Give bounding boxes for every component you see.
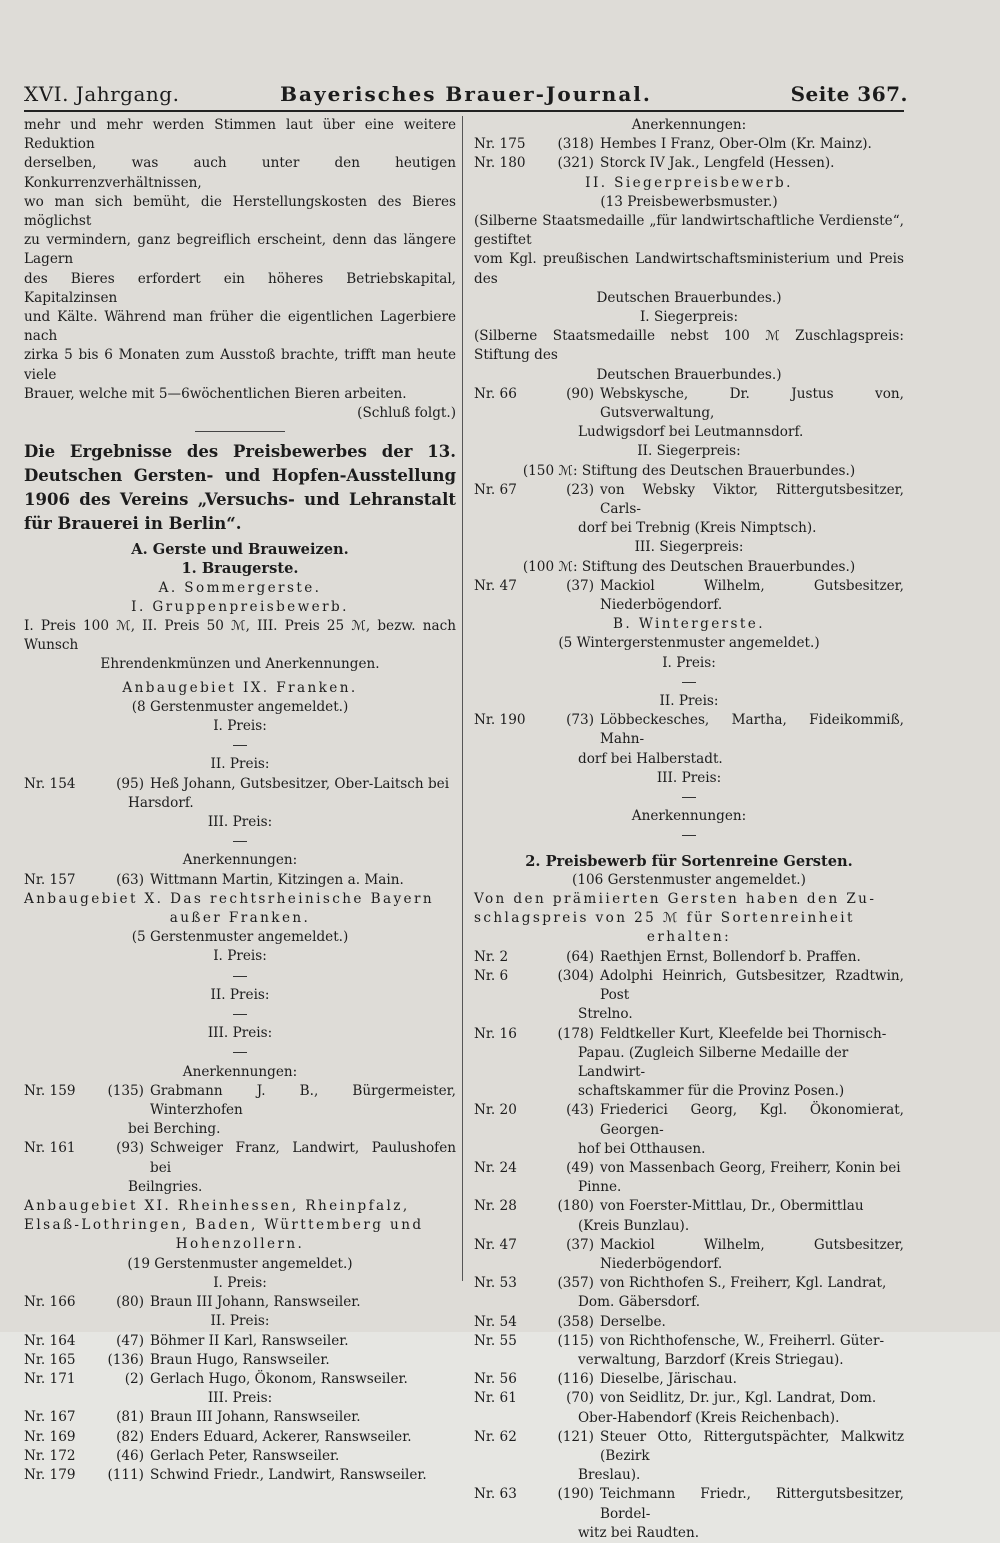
entry-text: von Massenbach Georg, Freiherr, Konin bei	[600, 1159, 901, 1176]
entry-number: Nr. 154	[24, 775, 76, 792]
entry-continuation: dorf bei Trebnig (Kreis Nimptsch).	[578, 520, 817, 537]
entry-code: (116)	[557, 1371, 594, 1388]
prize-label: I. Preis:	[213, 948, 267, 965]
section-rule	[195, 431, 285, 432]
entry-code: (80)	[116, 1294, 144, 1311]
entry-text: Derselbe.	[600, 1313, 666, 1330]
dash-rule	[24, 1043, 456, 1062]
entry-continuation: Ludwigsdorf bei Leutmannsdorf.	[578, 424, 804, 441]
entry-code: (73)	[566, 712, 594, 729]
intro-line: Von den prämiierten Gersten haben den Zu-	[474, 891, 877, 908]
entry-code: (93)	[116, 1140, 144, 1157]
entry-number: Nr. 62	[474, 1428, 517, 1445]
entry-number: Nr. 165	[24, 1351, 76, 1368]
entry-continuation: Beilngries.	[128, 1178, 203, 1195]
entry-text: von Richthofensche, W., Freiherrl. Güter-	[600, 1332, 885, 1349]
entry-text: Löbbeckesches, Martha, Fideikommiß, Mahn-	[600, 712, 904, 748]
left-column	[24, 116, 456, 1485]
category-heading: II. Siegerpreisbewerb.	[585, 174, 793, 191]
entry-code: (64)	[566, 948, 594, 965]
entry-number: Nr. 175	[474, 136, 526, 153]
list-item	[474, 481, 904, 519]
list-item	[474, 1274, 904, 1293]
section-heading: 2. Preisbewerb für Sortenreine Gersten.	[525, 852, 853, 870]
list-item	[474, 1389, 904, 1408]
entry-text: von Seidlitz, Dr. jur., Kgl. Landrat, Dom.	[600, 1390, 877, 1407]
list-item	[24, 1466, 456, 1485]
entry-number: Nr. 166	[24, 1294, 76, 1311]
prize-label: II. Preis:	[659, 693, 719, 710]
dash-rule	[24, 1005, 456, 1024]
entry-code: (49)	[566, 1159, 594, 1176]
continuation-note: (Schluß folgt.)	[357, 405, 456, 422]
list-item	[474, 577, 904, 615]
entry-number: Nr. 47	[474, 1236, 517, 1253]
entry-number: Nr. 179	[24, 1466, 76, 1483]
entry-code: (357)	[557, 1275, 594, 1292]
entry-code: (190)	[557, 1486, 594, 1503]
entry-number: Nr. 157	[24, 871, 76, 888]
entry-number: Nr. 66	[474, 385, 517, 402]
entry-number: Nr. 24	[474, 1159, 517, 1176]
recognition-label: Anerkennungen:	[631, 808, 747, 825]
entry-text: Storck IV Jak., Lengfeld (Hessen).	[600, 155, 835, 172]
entry-number: Nr. 16	[474, 1025, 517, 1042]
dash-rule	[24, 736, 456, 755]
category-subtitle: (13 Preisbewerbsmuster.)	[600, 193, 778, 210]
list-item	[474, 154, 904, 173]
region-subtitle: (5 Gerstenmuster angemeldet.)	[131, 929, 349, 946]
list-item	[474, 1370, 904, 1389]
list-item	[24, 1082, 456, 1120]
intro-line: zu vermindern, ganz begreiflich erscheint, denn das längere Lagern	[24, 232, 456, 268]
award-text: (Silberne Staatsmedaille „für landwirtschaftliche Verdienste“, gestiftet	[474, 213, 904, 249]
intro-line: erhalten:	[646, 929, 732, 946]
prize-label: II. Preis:	[210, 1313, 270, 1330]
entry-text: Böhmer II Karl, Ranswseiler.	[150, 1332, 349, 1349]
recognition-label: Anerkennungen:	[631, 117, 747, 133]
award-text: (150 ℳ: Stiftung des Deutschen Brauerbundes.)	[522, 462, 856, 479]
right-column	[474, 116, 904, 1543]
award-text: (Silberne Staatsmedaille nebst 100 ℳ Zuschlagspreis: Stiftung des	[474, 328, 904, 364]
entry-text: von Foerster-Mittlau, Dr., Obermittlau	[600, 1198, 864, 1215]
category-subtitle: (5 Wintergerstenmuster angemeldet.)	[558, 635, 820, 652]
region-heading: Hohenzollern.	[175, 1236, 305, 1253]
list-item	[24, 1293, 456, 1312]
prize-label: I. Preis:	[213, 718, 267, 735]
entry-continuation: Harsdorf.	[128, 794, 194, 811]
entry-number: Nr. 55	[474, 1332, 517, 1349]
page-header	[24, 82, 908, 112]
list-item	[24, 775, 456, 794]
list-item	[474, 385, 904, 423]
page-number: Seite 367.	[790, 82, 908, 106]
entry-text: Hembes I Franz, Ober-Olm (Kr. Mainz).	[600, 136, 872, 153]
prize-line: Ehrendenkmünzen und Anerkennungen.	[100, 656, 380, 673]
entry-continuation: witz bei Raudten.	[578, 1524, 700, 1541]
region-heading: Elsaß-Lothringen, Baden, Württemberg und	[24, 1217, 424, 1234]
intro-line: des Bieres erfordert ein höheres Betriebskapital, Kapitalzinsen	[24, 270, 456, 306]
list-item	[24, 1408, 456, 1427]
entry-code: (115)	[557, 1332, 594, 1349]
entry-text: Wittmann Martin, Kitzingen a. Main.	[150, 871, 404, 888]
list-item	[474, 1025, 904, 1044]
prize-label: I. Preis:	[213, 1274, 267, 1291]
entry-number: Nr. 56	[474, 1371, 517, 1388]
list-item	[24, 1370, 456, 1389]
entry-code: (46)	[116, 1447, 144, 1464]
entry-code: (63)	[116, 871, 144, 888]
entry-code: (70)	[566, 1390, 594, 1407]
prize-label: III. Preis:	[656, 769, 722, 786]
list-item	[474, 1197, 904, 1216]
intro-line: Brauer, welche mit 5—6wöchentlichen Bieren arbeiten.	[24, 385, 407, 402]
prize-label: I. Siegerpreis:	[639, 309, 739, 326]
award-text: (100 ℳ: Stiftung des Deutschen Brauerbundes.)	[522, 558, 856, 575]
dash-rule	[24, 832, 456, 851]
entry-text: Enders Eduard, Ackerer, Ranswseiler.	[150, 1428, 412, 1445]
prize-label: II. Preis:	[210, 986, 270, 1003]
entry-number: Nr. 190	[474, 712, 526, 729]
entry-text: Feldtkeller Kurt, Kleefelde bei Thornisch-	[600, 1025, 887, 1042]
intro-line: schlagspreis von 25 ℳ für Sortenreinheit	[474, 910, 855, 927]
list-item	[24, 1428, 456, 1447]
journal-title: Bayerisches Brauer-Journal.	[280, 82, 652, 106]
entry-code: (82)	[116, 1428, 144, 1445]
entry-text: Dieselbe, Järischau.	[600, 1371, 737, 1388]
prize-label: II. Siegerpreis:	[637, 443, 741, 460]
section-heading: A. Gerste und Brauweizen.	[131, 541, 349, 559]
award-text: Deutschen Brauerbundes.)	[596, 289, 782, 306]
prize-line: I. Preis 100 ℳ, II. Preis 50 ℳ, III. Preis 25 ℳ, bezw. nach Wunsch	[24, 618, 456, 654]
entry-text: Raethjen Ernst, Bollendorf b. Praffen.	[600, 948, 861, 965]
header-rule	[24, 110, 904, 112]
intro-line: mehr und mehr werden Stimmen laut über eine weitere Reduktion	[24, 117, 456, 153]
entry-text: Braun Hugo, Ranswseiler.	[150, 1351, 330, 1368]
entry-text: Friederici Georg, Kgl. Ökonomierat, Georgen-	[600, 1102, 904, 1138]
entry-code: (47)	[116, 1332, 144, 1349]
entry-text: Steuer Otto, Rittergutspächter, Malkwitz (Bezirk	[600, 1428, 904, 1464]
category-heading: A. Sommergerste.	[158, 579, 322, 596]
entry-continuation: Breslau).	[578, 1467, 641, 1484]
entry-continuation: bei Berching.	[128, 1121, 221, 1138]
entry-number: Nr. 161	[24, 1140, 76, 1157]
list-item	[474, 948, 904, 967]
entry-number: Nr. 28	[474, 1198, 517, 1215]
entry-text: Gerlach Hugo, Ökonom, Ranswseiler.	[150, 1370, 408, 1387]
list-item	[474, 135, 904, 154]
intro-line: wo man sich bemüht, die Herstellungskosten des Bieres möglichst	[24, 193, 456, 230]
list-item	[24, 1351, 456, 1370]
entry-code: (136)	[107, 1351, 144, 1368]
list-item	[24, 1332, 456, 1351]
list-item	[24, 871, 456, 890]
entry-number: Nr. 164	[24, 1332, 76, 1349]
list-item	[24, 1139, 456, 1177]
entry-text: Braun III Johann, Ranswseiler.	[150, 1409, 361, 1426]
entry-number: Nr. 172	[24, 1447, 76, 1464]
list-item	[474, 1101, 904, 1139]
entry-text: Grabmann J. B., Bürgermeister, Winterzhofen	[150, 1082, 456, 1119]
column-divider	[462, 116, 463, 1281]
list-item	[474, 1428, 904, 1466]
region-heading: Anbaugebiet IX. Franken.	[122, 679, 358, 696]
article-headline: Die Ergebnisse des Preisbewerbes der 13. Deutschen Gersten- und Hopfen-Ausstellung 1906 des Vereins „Versuchs- und Lehranstalt für Brauerei in Berlin“.	[24, 442, 456, 534]
entry-number: Nr. 54	[474, 1313, 517, 1330]
entry-text: Teichmann Friedr., Rittergutsbesitzer, Bordel-	[600, 1486, 904, 1522]
entry-text: Schweiger Franz, Landwirt, Paulushofen bei	[150, 1140, 456, 1176]
entry-code: (90)	[566, 385, 594, 402]
entry-code: (37)	[566, 1236, 594, 1253]
intro-line: und Kälte. Während man früher die eigentlichen Lagerbiere nach	[24, 309, 456, 345]
entry-continuation: schaftskammer für die Provinz Posen.)	[578, 1083, 845, 1100]
entry-text: von Websky Viktor, Rittergutsbesitzer, Carls-	[600, 481, 904, 518]
entry-text: Mackiol Wilhelm, Gutsbesitzer, Niederbögendorf.	[600, 1236, 904, 1272]
dash-rule	[474, 673, 904, 692]
entry-continuation: Papau. (Zugleich Silberne Medaille der Landwirt-	[578, 1044, 849, 1080]
entry-code: (95)	[116, 775, 144, 792]
list-item	[474, 1159, 904, 1178]
entry-text: Mackiol Wilhelm, Gutsbesitzer, Niederbögendorf.	[600, 577, 904, 614]
recognition-label: Anerkennungen:	[182, 852, 298, 869]
entry-code: (180)	[557, 1198, 594, 1215]
dash-rule	[24, 967, 456, 986]
entry-number: Nr. 180	[474, 155, 526, 172]
entry-number: Nr. 20	[474, 1102, 517, 1119]
list-item	[24, 1447, 456, 1466]
prize-label: III. Preis:	[207, 814, 273, 831]
dash-rule	[474, 788, 904, 807]
entry-continuation: hof bei Otthausen.	[578, 1140, 706, 1157]
category-heading: I. Gruppenpreisbewerb.	[131, 598, 349, 615]
list-item	[474, 1313, 904, 1332]
list-item	[474, 1332, 904, 1351]
entry-number: Nr. 167	[24, 1409, 76, 1426]
subsection-heading: 1. Braugerste.	[181, 560, 299, 578]
entry-code: (121)	[557, 1428, 594, 1445]
entry-code: (321)	[557, 155, 594, 172]
entry-number: Nr. 63	[474, 1486, 517, 1503]
entry-code: (135)	[107, 1082, 144, 1099]
entry-code: (304)	[557, 967, 594, 984]
entry-code: (81)	[116, 1409, 144, 1426]
entry-text: Heß Johann, Gutsbesitzer, Ober-Laitsch bei	[150, 775, 450, 792]
dash-rule	[474, 826, 904, 845]
entry-code: (318)	[557, 136, 594, 153]
list-item	[474, 711, 904, 749]
entry-code: (37)	[566, 577, 594, 594]
entry-number: Nr. 47	[474, 577, 517, 594]
entry-number: Nr. 67	[474, 481, 517, 498]
entry-number: Nr. 53	[474, 1275, 517, 1292]
prize-label: II. Preis:	[210, 756, 270, 773]
volume-label: XVI. Jahrgang.	[24, 82, 180, 106]
prize-label: III. Preis:	[207, 1025, 273, 1042]
entry-continuation: dorf bei Halberstadt.	[578, 750, 723, 767]
intro-line: derselben, was auch unter den heutigen Konkurrenzverhältnissen,	[24, 155, 456, 191]
entry-text: Braun III Johann, Ranswseiler.	[150, 1294, 361, 1311]
entry-number: Nr. 6	[474, 967, 509, 984]
entry-continuation: Pinne.	[578, 1179, 622, 1196]
entry-text: Schwind Friedr., Landwirt, Ranswseiler.	[150, 1466, 427, 1483]
list-item	[474, 967, 904, 1005]
entry-number: Nr. 61	[474, 1390, 517, 1407]
entry-text: Gerlach Peter, Ranswseiler.	[150, 1447, 340, 1464]
entry-number: Nr. 171	[24, 1370, 76, 1387]
region-heading: Anbaugebiet X. Das rechtsrheinische Bayern	[24, 890, 435, 907]
entry-code: (178)	[557, 1025, 594, 1042]
entry-continuation: Dom. Gäbersdorf.	[578, 1294, 701, 1311]
entry-code: (23)	[566, 481, 594, 498]
entry-continuation: Strelno.	[578, 1006, 633, 1023]
entry-text: Webskysche, Dr. Justus von, Gutsverwaltung,	[600, 385, 904, 422]
list-item	[474, 1485, 904, 1523]
list-item	[474, 1236, 904, 1274]
region-heading: Anbaugebiet XI. Rheinhessen, Rheinpfalz,	[24, 1198, 410, 1215]
region-subtitle: (8 Gerstenmuster angemeldet.)	[131, 698, 349, 715]
prize-label: III. Preis:	[207, 1390, 273, 1407]
entry-text: Adolphi Heinrich, Gutsbesitzer, Rzadtwin, Post	[600, 967, 904, 1004]
prize-label: III. Siegerpreis:	[634, 539, 744, 556]
category-heading: B. Wintergerste.	[613, 616, 765, 633]
entry-continuation: (Kreis Bunzlau).	[578, 1217, 690, 1234]
entry-continuation: Ober-Habendorf (Kreis Reichenbach).	[578, 1409, 840, 1426]
entry-continuation: verwaltung, Barzdorf (Kreis Striegau).	[578, 1351, 844, 1368]
entry-number: Nr. 169	[24, 1428, 76, 1445]
entry-number: Nr. 2	[474, 948, 509, 965]
entry-number: Nr. 159	[24, 1082, 76, 1099]
entry-text: von Richthofen S., Freiherr, Kgl. Landrat,	[600, 1275, 887, 1292]
region-subtitle: (19 Gerstenmuster angemeldet.)	[127, 1255, 353, 1272]
entry-code: (358)	[557, 1313, 594, 1330]
entry-code: (2)	[124, 1370, 144, 1387]
entry-code: (43)	[566, 1102, 594, 1119]
recognition-label: Anerkennungen:	[182, 1063, 298, 1080]
award-text: Deutschen Brauerbundes.)	[596, 366, 782, 383]
award-text: vom Kgl. preußischen Landwirtschaftsministerium und Preis des	[474, 251, 904, 287]
region-heading: außer Franken.	[169, 910, 311, 927]
section-subtitle: (106 Gerstenmuster angemeldet.)	[572, 871, 806, 888]
entry-code: (111)	[107, 1466, 144, 1483]
prize-label: I. Preis:	[662, 654, 716, 671]
intro-line: zirka 5 bis 6 Monaten zum Ausstoß brachte, trifft man heute viele	[24, 347, 456, 383]
